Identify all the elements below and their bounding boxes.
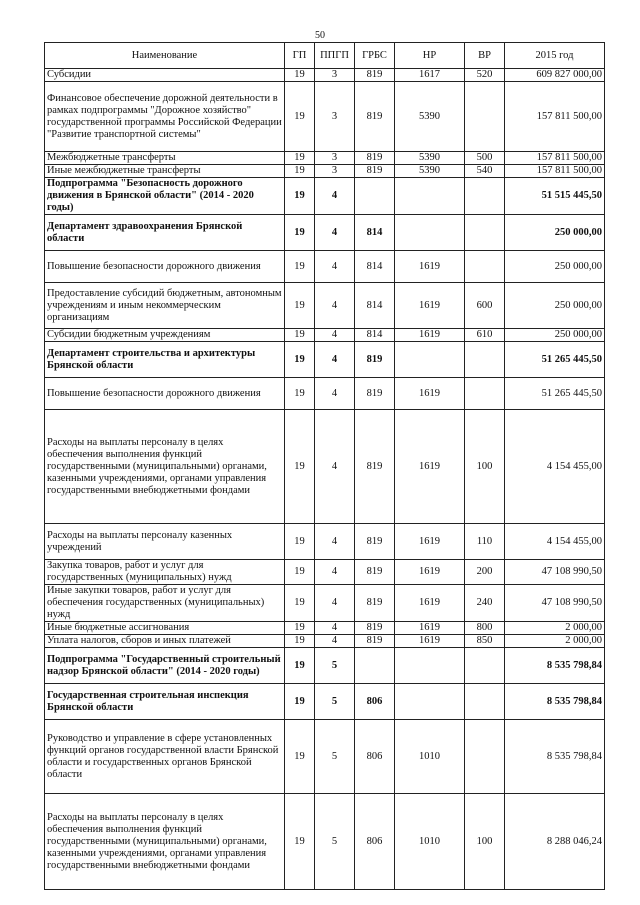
row-amount: 51 265 445,50 — [505, 342, 605, 378]
header-name: Наименование — [45, 43, 285, 69]
table-row — [45, 684, 605, 720]
table-row — [45, 648, 605, 684]
row-ppgp: 4 — [315, 635, 355, 648]
row-vr — [465, 251, 505, 283]
table-row — [45, 251, 605, 283]
table-row — [45, 585, 605, 622]
row-nr: 1619 — [395, 524, 465, 560]
row-ppgp: 3 — [315, 82, 355, 152]
row-vr: 110 — [465, 524, 505, 560]
row-grbs: 819 — [355, 378, 395, 410]
row-grbs: 806 — [355, 794, 395, 890]
row-gp: 19 — [285, 524, 315, 560]
row-ppgp: 3 — [315, 165, 355, 178]
page-number: 50 — [315, 30, 325, 41]
row-name: Расходы на выплаты персоналу в целях обеспечения выполнения функций государственными (муниципальными) органами, казенными учреждениями, органами управления государственными внебюджетными фондами — [45, 410, 285, 524]
row-nr: 1619 — [395, 585, 465, 622]
row-name: Руководство и управление в сфере установленных функций органов государственной власти Брянской области и государственных органов Брянской области — [45, 720, 285, 794]
row-ppgp: 4 — [315, 410, 355, 524]
row-name: Расходы на выплаты персоналу казенных учреждений — [45, 524, 285, 560]
row-gp: 19 — [285, 215, 315, 251]
table-header-row — [45, 43, 605, 69]
table-row — [45, 794, 605, 890]
row-grbs: 819 — [355, 622, 395, 635]
row-vr: 540 — [465, 165, 505, 178]
row-gp: 19 — [285, 560, 315, 585]
table-row — [45, 152, 605, 165]
row-gp: 19 — [285, 684, 315, 720]
header-amount: 2015 год — [505, 43, 605, 69]
row-gp: 19 — [285, 648, 315, 684]
row-name: Закупка товаров, работ и услуг для государственных (муниципальных) нужд — [45, 560, 285, 585]
row-grbs: 819 — [355, 82, 395, 152]
row-gp: 19 — [285, 82, 315, 152]
row-gp: 19 — [285, 342, 315, 378]
table-row — [45, 635, 605, 648]
row-amount: 157 811 500,00 — [505, 82, 605, 152]
row-vr — [465, 342, 505, 378]
row-ppgp: 4 — [315, 524, 355, 560]
row-vr — [465, 720, 505, 794]
row-grbs — [355, 648, 395, 684]
row-nr: 5390 — [395, 152, 465, 165]
row-nr: 1619 — [395, 251, 465, 283]
row-vr: 500 — [465, 152, 505, 165]
row-amount: 2 000,00 — [505, 635, 605, 648]
header-vr: ВР — [465, 43, 505, 69]
table-row — [45, 720, 605, 794]
table-row — [45, 165, 605, 178]
row-grbs: 814 — [355, 251, 395, 283]
row-amount: 250 000,00 — [505, 329, 605, 342]
row-amount: 47 108 990,50 — [505, 585, 605, 622]
row-amount: 157 811 500,00 — [505, 152, 605, 165]
table-row — [45, 283, 605, 329]
row-amount: 609 827 000,00 — [505, 69, 605, 82]
budget-table — [44, 42, 605, 890]
row-gp: 19 — [285, 585, 315, 622]
row-nr: 1619 — [395, 622, 465, 635]
row-nr — [395, 342, 465, 378]
row-grbs: 819 — [355, 524, 395, 560]
row-nr: 1617 — [395, 69, 465, 82]
row-name: Субсидии бюджетным учреждениям — [45, 329, 285, 342]
row-vr — [465, 82, 505, 152]
table-row — [45, 329, 605, 342]
row-ppgp: 4 — [315, 378, 355, 410]
row-grbs: 819 — [355, 165, 395, 178]
row-grbs: 819 — [355, 69, 395, 82]
row-vr: 520 — [465, 69, 505, 82]
row-amount: 250 000,00 — [505, 251, 605, 283]
row-ppgp: 4 — [315, 283, 355, 329]
row-vr: 100 — [465, 410, 505, 524]
row-nr: 1619 — [395, 560, 465, 585]
row-nr — [395, 178, 465, 215]
row-name: Субсидии — [45, 69, 285, 82]
row-amount: 4 154 455,00 — [505, 410, 605, 524]
row-name: Иные межбюджетные трансферты — [45, 165, 285, 178]
row-vr: 200 — [465, 560, 505, 585]
row-vr: 850 — [465, 635, 505, 648]
row-amount: 8 535 798,84 — [505, 720, 605, 794]
table-row — [45, 69, 605, 82]
row-grbs: 819 — [355, 635, 395, 648]
row-vr: 600 — [465, 283, 505, 329]
row-gp: 19 — [285, 720, 315, 794]
row-name: Расходы на выплаты персоналу в целях обеспечения выполнения функций государственными (муниципальными) органами, казенными учреждениями, органами управления государственными внебюджетными фондами — [45, 794, 285, 890]
row-nr: 1619 — [395, 635, 465, 648]
row-amount: 8 535 798,84 — [505, 684, 605, 720]
row-gp: 19 — [285, 178, 315, 215]
row-nr — [395, 215, 465, 251]
row-nr: 1619 — [395, 329, 465, 342]
row-ppgp: 4 — [315, 215, 355, 251]
row-name: Подпрограмма "Безопасность дорожного движения в Брянской области" (2014 - 2020 годы) — [45, 178, 285, 215]
row-grbs: 819 — [355, 342, 395, 378]
row-amount: 8 288 046,24 — [505, 794, 605, 890]
row-name: Департамент здравоохранения Брянской области — [45, 215, 285, 251]
row-amount: 250 000,00 — [505, 283, 605, 329]
row-ppgp: 3 — [315, 69, 355, 82]
row-amount: 51 515 445,50 — [505, 178, 605, 215]
row-name: Подпрограмма "Государственный строительный надзор Брянской области" (2014 - 2020 годы) — [45, 648, 285, 684]
table-row — [45, 342, 605, 378]
row-grbs: 819 — [355, 560, 395, 585]
table-row — [45, 560, 605, 585]
row-name: Иные бюджетные ассигнования — [45, 622, 285, 635]
header-gp: ГП — [285, 43, 315, 69]
row-ppgp: 4 — [315, 251, 355, 283]
row-vr: 240 — [465, 585, 505, 622]
table-row — [45, 178, 605, 215]
row-vr: 800 — [465, 622, 505, 635]
row-nr: 5390 — [395, 165, 465, 178]
row-nr — [395, 648, 465, 684]
row-amount: 250 000,00 — [505, 215, 605, 251]
row-nr: 1619 — [395, 283, 465, 329]
row-vr — [465, 215, 505, 251]
row-name: Межбюджетные трансферты — [45, 152, 285, 165]
row-nr: 1010 — [395, 794, 465, 890]
row-gp: 19 — [285, 622, 315, 635]
header-nr: НР — [395, 43, 465, 69]
row-ppgp: 3 — [315, 152, 355, 165]
header-grbs: ГРБС — [355, 43, 395, 69]
row-grbs: 806 — [355, 720, 395, 794]
row-gp: 19 — [285, 165, 315, 178]
row-name: Повышение безопасности дорожного движения — [45, 251, 285, 283]
row-gp: 19 — [285, 152, 315, 165]
table-row — [45, 82, 605, 152]
row-nr: 1010 — [395, 720, 465, 794]
row-ppgp: 4 — [315, 585, 355, 622]
row-grbs — [355, 178, 395, 215]
row-vr — [465, 648, 505, 684]
row-amount: 47 108 990,50 — [505, 560, 605, 585]
row-nr: 1619 — [395, 410, 465, 524]
row-nr — [395, 684, 465, 720]
row-vr: 100 — [465, 794, 505, 890]
table-row — [45, 378, 605, 410]
row-name: Государственная строительная инспекция Брянской области — [45, 684, 285, 720]
row-amount: 8 535 798,84 — [505, 648, 605, 684]
row-ppgp: 5 — [315, 648, 355, 684]
table-row — [45, 622, 605, 635]
row-name: Повышение безопасности дорожного движения — [45, 378, 285, 410]
row-gp: 19 — [285, 69, 315, 82]
row-ppgp: 4 — [315, 560, 355, 585]
row-name: Предоставление субсидий бюджетным, автономным учреждениям и иным некоммерческим организациям — [45, 283, 285, 329]
row-ppgp: 4 — [315, 342, 355, 378]
header-ppgp: ППГП — [315, 43, 355, 69]
row-ppgp: 5 — [315, 794, 355, 890]
row-amount: 4 154 455,00 — [505, 524, 605, 560]
row-grbs: 814 — [355, 215, 395, 251]
row-amount: 157 811 500,00 — [505, 165, 605, 178]
row-gp: 19 — [285, 378, 315, 410]
table-row — [45, 410, 605, 524]
table-row — [45, 524, 605, 560]
row-nr: 5390 — [395, 82, 465, 152]
row-gp: 19 — [285, 410, 315, 524]
row-grbs: 814 — [355, 329, 395, 342]
row-gp: 19 — [285, 283, 315, 329]
table-body — [45, 69, 605, 890]
row-grbs: 819 — [355, 152, 395, 165]
row-grbs: 814 — [355, 283, 395, 329]
row-gp: 19 — [285, 794, 315, 890]
row-ppgp: 4 — [315, 329, 355, 342]
row-amount: 2 000,00 — [505, 622, 605, 635]
table-row — [45, 215, 605, 251]
row-grbs: 806 — [355, 684, 395, 720]
row-gp: 19 — [285, 329, 315, 342]
row-gp: 19 — [285, 635, 315, 648]
row-grbs: 819 — [355, 410, 395, 524]
row-name: Финансовое обеспечение дорожной деятельности в рамках подпрограммы "Дорожное хозяйство" государственной программы Российской Федерации "Развитие транспортной системы" — [45, 82, 285, 152]
row-ppgp: 5 — [315, 684, 355, 720]
row-vr — [465, 178, 505, 215]
row-nr: 1619 — [395, 378, 465, 410]
row-name: Департамент строительства и архитектуры Брянской области — [45, 342, 285, 378]
row-name: Иные закупки товаров, работ и услуг для обеспечения государственных (муниципальных) нужд — [45, 585, 285, 622]
row-vr — [465, 378, 505, 410]
row-ppgp: 5 — [315, 720, 355, 794]
row-vr: 610 — [465, 329, 505, 342]
row-gp: 19 — [285, 251, 315, 283]
row-amount: 51 265 445,50 — [505, 378, 605, 410]
row-ppgp: 4 — [315, 178, 355, 215]
row-ppgp: 4 — [315, 622, 355, 635]
row-name: Уплата налогов, сборов и иных платежей — [45, 635, 285, 648]
row-vr — [465, 684, 505, 720]
row-grbs: 819 — [355, 585, 395, 622]
